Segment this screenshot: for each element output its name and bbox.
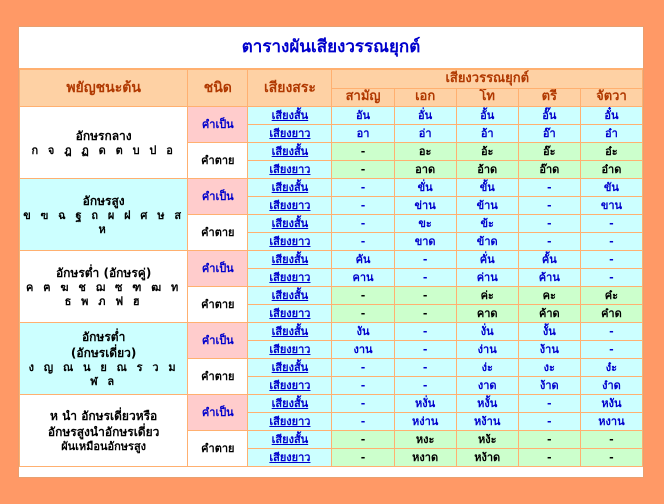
tone-cell: -: [518, 197, 580, 215]
tone-cell: อ้า: [456, 125, 518, 143]
tone-cell: ค่าน: [456, 269, 518, 287]
header-type: ชนิด: [188, 70, 248, 107]
tone-cell: -: [332, 395, 394, 413]
tone-cell: -: [332, 305, 394, 323]
vowel-length-cell: เสียงยาว: [248, 161, 332, 179]
tone-cell: ค๋าด: [580, 305, 642, 323]
tone-cell: ขาด: [394, 233, 456, 251]
consonant-letters: ก จ ฎ ฏ ด ต บ ป อ: [31, 143, 176, 157]
header-tone-group: เสียงวรรณยุกต์: [332, 70, 643, 89]
consonant-letters: ง ญ ณ น ย ณ ร ว ม ฬ ล: [28, 360, 179, 388]
tone-cell: -: [332, 161, 394, 179]
consonant-group-cell: [20, 107, 188, 179]
tone-cell: หงาน: [580, 413, 642, 431]
consonant-letters: ข ฃ ฉ ฐ ถ ผ ฝ ศ ษ ส ห: [23, 208, 185, 236]
tone-cell: -: [394, 251, 456, 269]
tone-cell: -: [394, 287, 456, 305]
tone-cell: -: [518, 431, 580, 449]
tone-cell: ขั้น: [456, 179, 518, 197]
vowel-length-cell: เสียงยาว: [248, 305, 332, 323]
tone-cell: -: [332, 377, 394, 395]
vowel-length-cell: เสียงยาว: [248, 413, 332, 431]
tone-cell: ขาน: [580, 197, 642, 215]
tone-cell: -: [394, 359, 456, 377]
tone-cell: อาด: [394, 161, 456, 179]
tone-cell: งาด: [456, 377, 518, 395]
type-live-cell: คำเป็น: [188, 107, 248, 143]
tone-cell: ข่าน: [394, 197, 456, 215]
vowel-length-cell: เสียงสั้น: [248, 323, 332, 341]
header-consonant: พยัญชนะต้น: [20, 70, 188, 107]
consonant-group-name: อักษรสูง: [82, 193, 125, 208]
tone-cell: หงั่น: [394, 395, 456, 413]
vowel-length-cell: เสียงยาว: [248, 449, 332, 467]
tone-cell: อ๊า: [518, 125, 580, 143]
tone-cell: ขะ: [394, 215, 456, 233]
tone-cell: -: [332, 215, 394, 233]
tone-cell: อ๋า: [580, 125, 642, 143]
tone-cell: -: [332, 197, 394, 215]
tone-cell: ง่ะ: [456, 359, 518, 377]
type-dead-cell: คำตาย: [188, 431, 248, 467]
header-tone: สามัญ: [332, 88, 394, 107]
tone-cell: งั้น: [518, 323, 580, 341]
tone-cell: -: [580, 269, 642, 287]
tone-cell: งั่น: [456, 323, 518, 341]
tone-cell: -: [394, 269, 456, 287]
tone-cell: อ๋าด: [580, 161, 642, 179]
tone-cell: -: [394, 341, 456, 359]
tone-cell: ง้าด: [518, 377, 580, 395]
tone-cell: -: [580, 323, 642, 341]
table-row: [20, 107, 643, 125]
tone-cell: -: [518, 233, 580, 251]
tone-cell: อั่น: [394, 107, 456, 125]
tone-cell: ข้ะ: [456, 215, 518, 233]
vowel-length-cell: เสียงสั้น: [248, 395, 332, 413]
tone-cell: -: [518, 215, 580, 233]
tone-cell: -: [518, 413, 580, 431]
consonant-group-cell: [20, 179, 188, 251]
tone-cell: อ้ะ: [456, 143, 518, 161]
tone-cell: อ๋ะ: [580, 143, 642, 161]
tone-cell: -: [394, 305, 456, 323]
header-tone: จัตวา: [580, 88, 642, 107]
tone-cell: อา: [332, 125, 394, 143]
consonant-group-name: ห นำ อักษรเดี่ยวหรือ: [50, 408, 158, 423]
tone-cell: -: [332, 431, 394, 449]
consonant-letters: ผันเหมือนอักษรสูง: [61, 439, 147, 453]
vowel-length-cell: เสียงสั้น: [248, 287, 332, 305]
vowel-length-cell: เสียงสั้น: [248, 107, 332, 125]
vowel-length-cell: เสียงสั้น: [248, 179, 332, 197]
tone-cell: -: [394, 377, 456, 395]
vowel-length-cell: เสียงยาว: [248, 377, 332, 395]
header-vowel: เสียงสระ: [248, 70, 332, 107]
header-tone: เอก: [394, 88, 456, 107]
consonant-group-cell: [20, 323, 188, 395]
tone-cell: หงั้น: [456, 395, 518, 413]
vowel-length-cell: เสียงสั้น: [248, 215, 332, 233]
tone-cell: หง้าด: [456, 449, 518, 467]
tone-cell: -: [580, 431, 642, 449]
tone-table: [19, 69, 643, 467]
tone-cell: หงะ: [394, 431, 456, 449]
consonant-group-name-line2: อักษรสูงนำอักษรเดี่ยว: [47, 424, 160, 439]
header-tone: โท: [456, 88, 518, 107]
tone-cell: อะ: [394, 143, 456, 161]
vowel-length-cell: เสียงยาว: [248, 269, 332, 287]
tone-cell: ค้าน: [518, 269, 580, 287]
tone-cell: อั๊น: [518, 107, 580, 125]
tone-cell: อั้น: [456, 107, 518, 125]
tone-cell: งะ: [518, 359, 580, 377]
tone-cell: -: [332, 413, 394, 431]
header-tone: ตรี: [518, 88, 580, 107]
tone-cell: คัน: [332, 251, 394, 269]
type-dead-cell: คำตาย: [188, 359, 248, 395]
type-live-cell: คำเป็น: [188, 251, 248, 287]
tone-cell: ง้าน: [518, 341, 580, 359]
tone-cell: -: [580, 251, 642, 269]
tone-cell: ง๋ะ: [580, 359, 642, 377]
tone-cell: -: [580, 233, 642, 251]
table-row: [20, 395, 643, 413]
consonant-group-name-line2: (อักษรเดี่ยว): [70, 345, 137, 360]
tone-cell: อ่า: [394, 125, 456, 143]
type-dead-cell: คำตาย: [188, 143, 248, 179]
tone-cell: ค๋ะ: [580, 287, 642, 305]
consonant-group-cell: [20, 251, 188, 323]
table-row: [20, 323, 643, 341]
tone-cell: หง้ะ: [456, 431, 518, 449]
tone-cell: คั่น: [456, 251, 518, 269]
tone-cell: ง๋าด: [580, 377, 642, 395]
consonant-letters: ค ฅ ฆ ช ฌ ซ ฑ ฒ ท ธ พ ภ ฟ ฮ: [26, 280, 182, 308]
table-row: [20, 179, 643, 197]
tone-cell: -: [332, 287, 394, 305]
consonant-group-name: อักษรกลาง: [75, 128, 132, 143]
tone-cell: -: [580, 215, 642, 233]
vowel-length-cell: เสียงยาว: [248, 125, 332, 143]
tone-cell: คะ: [518, 287, 580, 305]
vowel-length-cell: เสียงสั้น: [248, 359, 332, 377]
consonant-group-name: อักษรต่ำ (อักษรคู่): [55, 265, 152, 280]
tone-cell: -: [580, 449, 642, 467]
tone-cell: ข้าด: [456, 233, 518, 251]
tone-cell: อ้าด: [456, 161, 518, 179]
tone-cell: -: [332, 143, 394, 161]
tone-cell: งาน: [332, 341, 394, 359]
vowel-length-cell: เสียงสั้น: [248, 143, 332, 161]
tone-cell: ง่าน: [456, 341, 518, 359]
tone-cell: -: [332, 233, 394, 251]
vowel-length-cell: เสียงยาว: [248, 341, 332, 359]
tone-cell: หง่าน: [394, 413, 456, 431]
vowel-length-cell: เสียงยาว: [248, 233, 332, 251]
consonant-group-name: อักษรต่ำ: [81, 329, 126, 344]
type-live-cell: คำเป็น: [188, 323, 248, 359]
tone-cell: คั้น: [518, 251, 580, 269]
tone-cell: -: [332, 449, 394, 467]
table-row: [20, 251, 643, 269]
tone-table-body: [20, 107, 643, 467]
tone-cell: -: [518, 179, 580, 197]
tone-cell: อัน: [332, 107, 394, 125]
tone-cell: งัน: [332, 323, 394, 341]
tone-cell: คาด: [456, 305, 518, 323]
tone-cell: ค่ะ: [456, 287, 518, 305]
tone-cell: -: [332, 179, 394, 197]
type-live-cell: คำเป็น: [188, 395, 248, 431]
tone-cell: อ๊ะ: [518, 143, 580, 161]
tone-cell: ขั่น: [394, 179, 456, 197]
tone-cell: -: [580, 341, 642, 359]
tone-cell: อ๊าด: [518, 161, 580, 179]
tone-cell: หง้าน: [456, 413, 518, 431]
tone-cell: หงาด: [394, 449, 456, 467]
tone-cell: คาน: [332, 269, 394, 287]
type-dead-cell: คำตาย: [188, 287, 248, 323]
tone-cell: -: [518, 449, 580, 467]
tone-cell: ข้าน: [456, 197, 518, 215]
vowel-length-cell: เสียงสั้น: [248, 431, 332, 449]
type-dead-cell: คำตาย: [188, 215, 248, 251]
tone-cell: ค้าด: [518, 305, 580, 323]
tone-chart-panel: [18, 26, 644, 478]
consonant-group-cell: [20, 395, 188, 467]
tone-cell: -: [332, 359, 394, 377]
tone-cell: หงัน: [580, 395, 642, 413]
tone-cell: -: [394, 323, 456, 341]
tone-cell: ขัน: [580, 179, 642, 197]
vowel-length-cell: เสียงสั้น: [248, 251, 332, 269]
vowel-length-cell: เสียงยาว: [248, 197, 332, 215]
type-live-cell: คำเป็น: [188, 179, 248, 215]
tone-cell: -: [518, 395, 580, 413]
chart-title: ตารางผันเสียงวรรณยุกต์: [19, 27, 643, 69]
tone-cell: อั๋น: [580, 107, 642, 125]
